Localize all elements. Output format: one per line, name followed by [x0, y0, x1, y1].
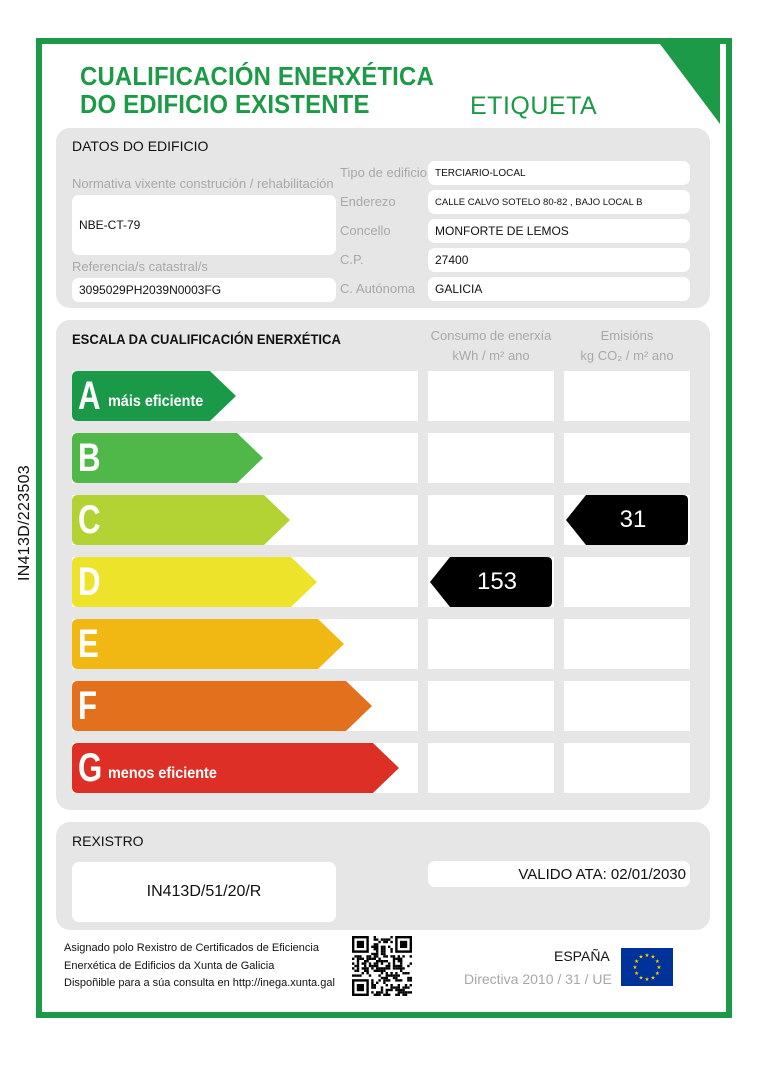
emissions-cell-f	[564, 681, 690, 731]
footer-line-3: Dispoñible para a súa consulta en http://inega.xunta.gal	[64, 977, 335, 989]
consumption-cell-e	[428, 619, 554, 669]
community-label: C. Autónoma	[340, 281, 416, 296]
rating-band-e	[72, 619, 344, 669]
emissions-indicator	[566, 495, 688, 545]
cadastral-value: 3095029PH2039N0003FG	[72, 278, 336, 302]
svg-text:★: ★	[656, 965, 662, 971]
consumption-cell-a	[428, 371, 554, 421]
building-section-title: DATOS DO EDIFICIO	[72, 138, 209, 154]
scale-section-title: ESCALA DA CUALIFICACIÓN ENERXÉTICA	[72, 331, 341, 347]
valid-until: VALIDO ATA: 02/01/2030	[428, 861, 690, 887]
building-type-value: TERCIARIO-LOCAL	[428, 161, 690, 185]
svg-text:★: ★	[654, 971, 660, 977]
side-id-text: IN413D/223503	[16, 465, 33, 581]
municipality-value: MONFORTE DE LEMOS	[428, 219, 690, 243]
band-arrow-f	[72, 681, 372, 731]
title-line-1: CUALIFICACIÓN ENERXÉTICA	[80, 61, 434, 91]
band-letter-b: B	[78, 436, 101, 480]
consumption-cell-g	[428, 743, 554, 793]
band-letter-f: F	[78, 684, 98, 728]
band-arrow-d	[72, 557, 317, 607]
community-value: GALICIA	[428, 277, 690, 301]
emissions-cell-b	[564, 433, 690, 483]
emissions-header-1: Emisións	[600, 328, 654, 343]
band-arrow-e	[72, 619, 344, 669]
band-arrow-b	[72, 433, 263, 483]
registry-number: IN413D/51/20/R	[72, 862, 336, 922]
emissions-indicator-value: 31	[619, 506, 647, 533]
rating-band-c	[72, 495, 290, 545]
consumption-header-1: Consumo de enerxía	[430, 328, 552, 343]
band-arrow-c	[72, 495, 290, 545]
label-tag: ETIQUETA	[470, 92, 598, 120]
consumption-cell-c	[428, 495, 554, 545]
consumption-header-2: kWh / m² ano	[452, 348, 530, 363]
band-letter-g: G	[78, 746, 103, 790]
vertical-side-id	[12, 462, 38, 592]
footer-line-2: Enerxética de Edificios da Xunta de Galicia	[64, 959, 275, 972]
consumption-cell-b	[428, 433, 554, 483]
svg-text:★: ★	[654, 959, 660, 965]
footer-text	[64, 940, 335, 993]
building-type-label: Tipo de edificio	[340, 165, 427, 180]
emissions-cell-a	[564, 371, 690, 421]
band-letter-c: C	[78, 498, 101, 542]
footer-line-1: Asignado polo Rexistro de Certificados de Eficiencia	[64, 942, 319, 954]
band-letter-d: D	[78, 560, 101, 604]
emissions-header-2: kg CO₂ / m² ano	[580, 348, 674, 363]
svg-text:★: ★	[634, 959, 640, 965]
svg-text:★: ★	[638, 954, 644, 961]
corner-triangle	[660, 44, 720, 124]
svg-text:★: ★	[644, 977, 650, 983]
consumption-indicator	[430, 557, 552, 607]
emissions-cell-e	[564, 619, 690, 669]
svg-text:★: ★	[632, 965, 638, 971]
svg-text:★: ★	[650, 954, 656, 961]
rating-band-f	[72, 681, 372, 731]
regulation-value: NBE-CT-79	[72, 195, 336, 255]
regulation-label: Normativa vixente construción / rehabilitación	[72, 176, 334, 191]
band-desc-a: máis eficiente	[108, 393, 204, 410]
qr-code-icon	[350, 936, 414, 996]
rating-band-a	[72, 371, 236, 421]
svg-text:★: ★	[638, 975, 644, 982]
address-label: Enderezo	[340, 194, 396, 209]
postal-code-label: C.P.	[340, 252, 364, 267]
band-desc-g: menos eficiente	[108, 765, 217, 782]
consumption-cell-f	[428, 681, 554, 731]
eu-flag-icon	[621, 948, 673, 986]
rating-band-d	[72, 557, 317, 607]
emissions-cell-d	[564, 557, 690, 607]
emissions-cell-g	[564, 743, 690, 793]
rating-band-g	[72, 743, 399, 793]
directive-label: Directiva 2010 / 31 / UE	[464, 971, 612, 987]
title-line-2: DO EDIFICIO EXISTENTE	[80, 89, 370, 119]
band-letter-e: E	[78, 622, 99, 666]
svg-text:★: ★	[634, 971, 640, 977]
municipality-label: Concello	[340, 223, 391, 238]
rating-band-b	[72, 433, 263, 483]
band-letter-a: A	[78, 374, 101, 418]
cadastral-label: Referencia/s catastral/s	[72, 259, 208, 274]
postal-code-value: 27400	[428, 248, 690, 272]
page-title	[80, 62, 434, 118]
country-label: ESPAÑA	[554, 948, 610, 964]
svg-text:★: ★	[644, 953, 650, 959]
svg-text:★: ★	[650, 975, 656, 982]
consumption-indicator-value: 153	[476, 568, 518, 595]
address-value: CALLE CALVO SOTELO 80-82 , BAJO LOCAL B	[428, 190, 690, 214]
registry-section-title: REXISTRO	[72, 833, 144, 849]
